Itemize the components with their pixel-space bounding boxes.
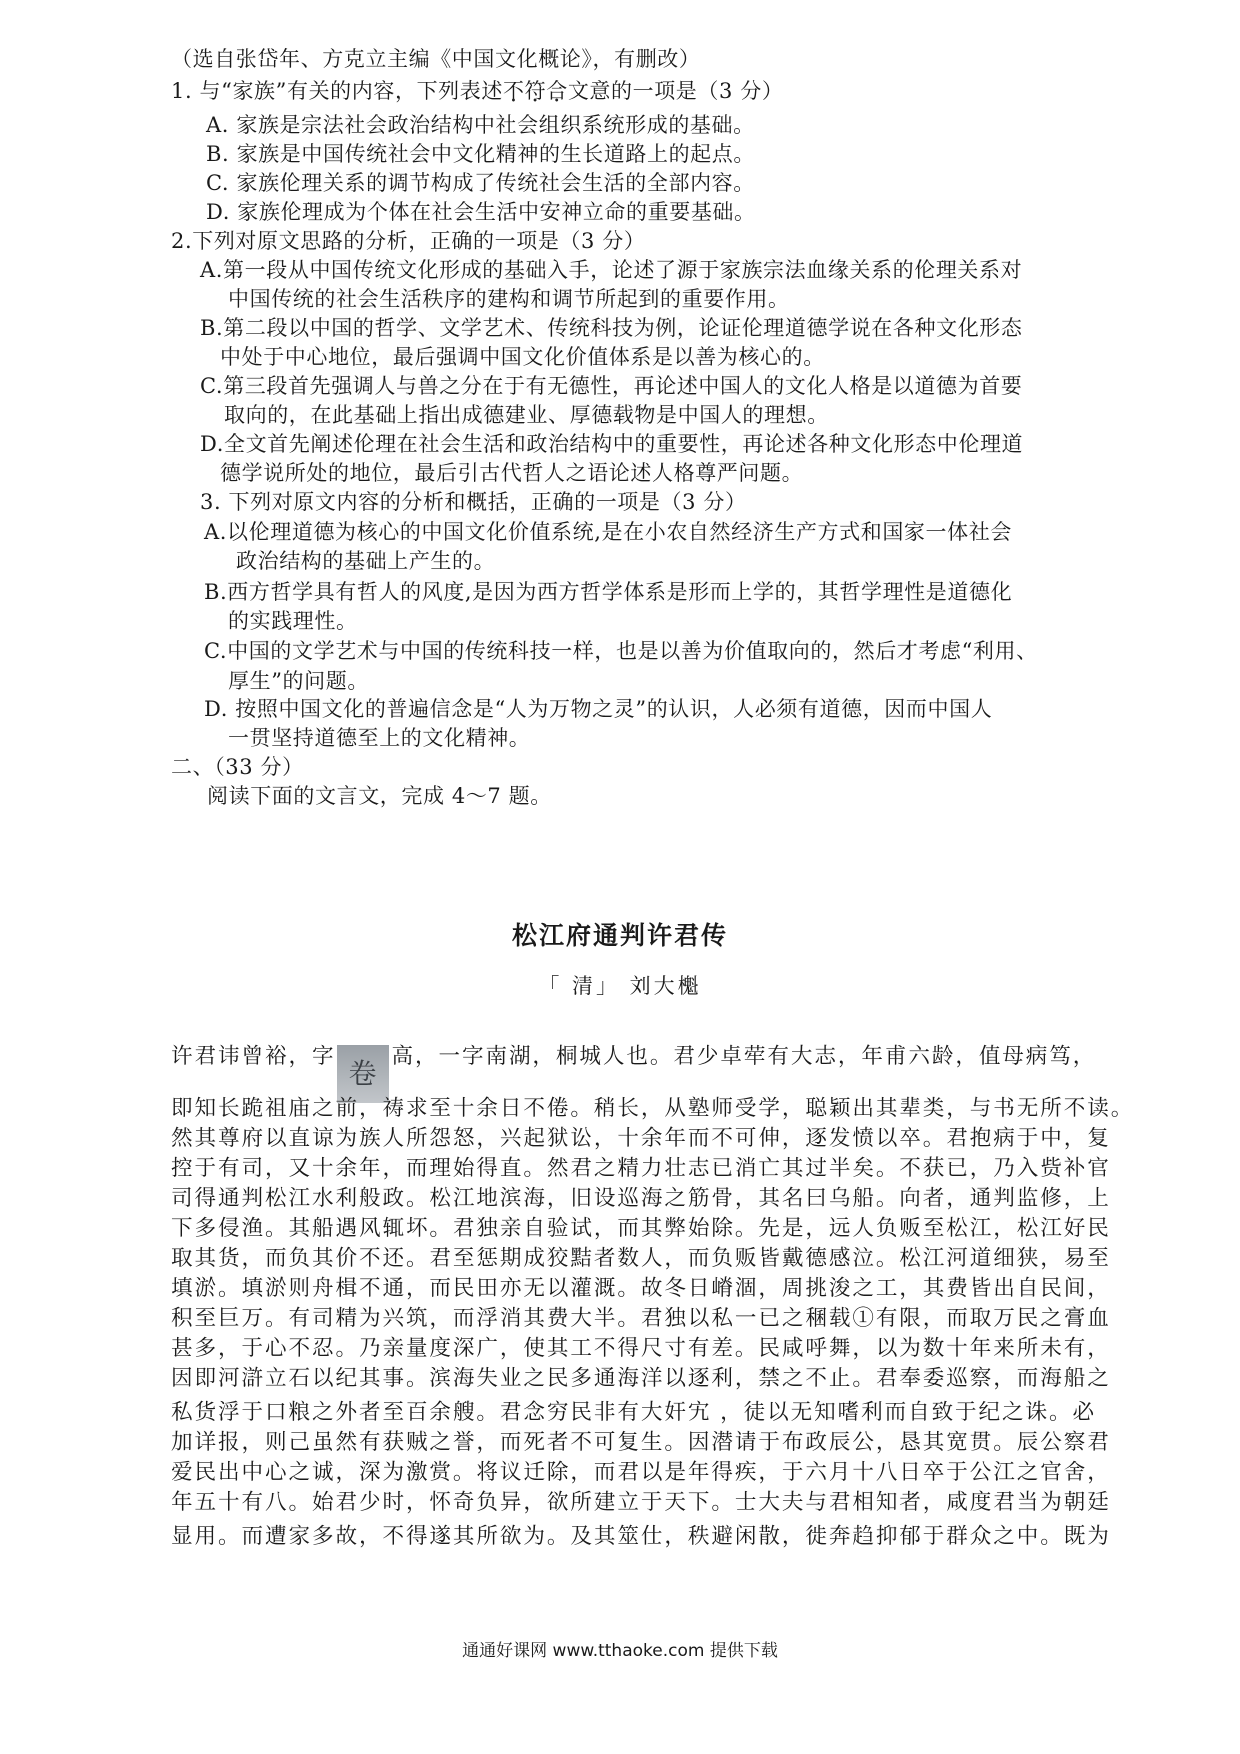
emphasis-dot-char: 不	[502, 79, 525, 103]
question-3-option-c: C.中国的文学艺术与中国的传统科技一样，也是以善为价值取向的，然后才考虑“利用、	[204, 639, 1038, 663]
question-1-stem	[171, 76, 783, 106]
section-2-heading: 二、（33 分）	[171, 755, 304, 779]
article-line: 积至巨万。有司精为兴筑，而浮消其费大半。君独以私一已之稛载①有限，而取万民之膏血	[171, 1306, 1111, 1331]
article-line: 爱民出中心之诚，深为激赏。将议迁除，而君以是年得疾，于六月十八日卒于公江之官舍，	[171, 1460, 1111, 1485]
article-line: 然其尊府以直谅为族人所怨怒，兴起狱讼，十余年而不可伸，逐发愤以卒。君抱病于中，复	[171, 1126, 1111, 1151]
article-first-line-pre: 许君讳曾裕，字	[171, 1044, 336, 1069]
question-3-option-b: B.西方哲学具有哲人的风度,是因为西方哲学体系是形而上学的，其哲学理性是道德化	[204, 580, 1013, 604]
question-2-option-a: A.第一段从中国传统文化形成的基础入手，论述了源于家族宗法血缘关系的伦理关系对	[200, 258, 1023, 282]
question-1-option-d: D. 家族伦理成为个体在社会生活中安神立命的重要基础。	[206, 200, 756, 224]
article-line: 加详报，则己虽然有获贼之誉，而死者不可复生。因潜请于布政辰公，恳其宽贯。辰公察君	[171, 1430, 1111, 1455]
article-line: 控于有司，又十余年，而理始得直。然君之精力壮志已消亡其过半矣。不获已，乃入赀补官	[171, 1156, 1111, 1181]
question-3-option-c-cont: 厚生”的问题。	[228, 669, 369, 693]
article-line: 因即河滸立石以纪其事。滨海失业之民多通海洋以逐利，禁之不止。君奉委巡察，而海船之	[171, 1366, 1111, 1391]
article-line: 显用。而遭家多故，不得遂其所欲为。及其筮仕，秩避闲散，徙奔趋抑郁于群众之中。既为	[171, 1524, 1111, 1549]
question-2-option-b-cont: 中处于中心地位，最后强调中国文化价值体系是以善为核心的。	[220, 345, 825, 369]
question-3-option-b-cont: 的实践理性。	[228, 609, 358, 633]
source-note: （选自张岱年、方克立主编《中国文化概论》，有删改）	[171, 47, 701, 71]
article-line: 取其货，而负其价不还。君至惩期成狡黠者数人，而负贩皆戴德感泣。松江河道细狭，易至	[171, 1246, 1111, 1271]
emphasis-dot-char: 符	[524, 79, 547, 103]
article-line: 甚多，于心不忍。乃亲量度深广，使其工不得尺寸有差。民咸呼舞，以为数十年来所未有，	[171, 1336, 1111, 1361]
question-2-option-a-cont: 中国传统的社会生活秩序的建构和调节所起到的重要作用。	[228, 287, 790, 311]
article-line: 即知长跪祖庙之前，祷求至十余日不倦。稍长，从塾师受学，聪颖出其辈类，与书无所不读。	[171, 1096, 1135, 1121]
question-2-option-b: B.第二段以中国的哲学、文学艺术、传统科技为例，论证伦理道德学说在各种文化形态	[200, 316, 1023, 340]
question-2-option-c: C.第三段首先强调人与兽之分在于有无德性，再论述中国人的文化人格是以道德为首要	[200, 374, 1023, 398]
question-3-option-a: A.以伦理道德为核心的中国文化价值系统,是在小农自然经济生产方式和国家一体社会	[204, 520, 1012, 544]
question-1-option-a: A. 家族是宗法社会政治结构中社会组织系统形成的基础。	[206, 113, 755, 137]
article-line: 下多侵渔。其船遇风辄坏。君独亲自验试，而其弊始除。先是，远人负贩至松江，松江好民	[171, 1216, 1111, 1241]
article-author: 「 清」 刘大櫆	[538, 974, 702, 998]
question-3-option-d: D. 按照中国文化的普遍信念是“人为万物之灵”的认识，人必须有道德，因而中国人	[204, 697, 993, 721]
question-1-option-c: C. 家族伦理关系的调节构成了传统社会生活的全部内容。	[206, 171, 755, 195]
question-1-stem-pre: 1. 与“家族”有关的内容，下列表述	[171, 79, 503, 103]
article-line: 私货浮于口粮之外者至百余艘。君念穷民非有大奸宄 ，徒以无知嗜利而自致于纪之诛。必	[171, 1400, 1097, 1425]
question-2-option-d-cont: 德学说所处的地位，最后引古代哲人之语论述人格尊严问题。	[220, 461, 804, 485]
article-line: 年五十有八。始君少时，怀奇负异，欲所建立于天下。士大夫与君相知者，咸度君当为朝廷	[171, 1490, 1111, 1515]
article-first-line-post: 高，一字南湖，桐城人也。君少卓荦有大志，年甫六龄，值母病笃，	[391, 1044, 1097, 1069]
question-3-option-d-cont: 一贯坚持道德至上的文化精神。	[228, 726, 531, 750]
question-1-option-b: B. 家族是中国传统社会中文化精神的生长道路上的起点。	[206, 142, 755, 166]
character-image: 卷	[337, 1045, 389, 1103]
question-3-stem: 3. 下列对原文内容的分析和概括，正确的一项是（3 分）	[200, 490, 747, 514]
question-3-option-a-cont: 政治结构的基础上产生的。	[236, 549, 496, 573]
emphasis-dot-char: 合	[546, 79, 568, 103]
article-title: 松江府通判许君传	[511, 921, 728, 950]
section-2-instruction: 阅读下面的文言文，完成 4～7 题。	[207, 784, 552, 808]
question-1-stem-post: 文意的一项是（3 分）	[567, 79, 784, 103]
question-2-stem: 2.下列对原文思路的分析，正确的一项是（3 分）	[171, 229, 646, 253]
page-footer: 通通好课网 www.tthaoke.com 提供下载	[462, 1641, 778, 1661]
article-line: 填淤。填淤则舟楫不通，而民田亦无以灌溉。故冬日嵴涸，周挑浚之工，其费皆出自民间，	[171, 1276, 1111, 1301]
question-2-option-d: D.全文首先阐述伦理在社会生活和政治结构中的重要性，再论述各种文化形态中伦理道	[200, 432, 1024, 456]
question-2-option-c-cont: 取向的，在此基础上指出成德建业、厚德载物是中国人的理想。	[224, 403, 829, 427]
article-line: 司得通判松江水利般政。松江地滨海，旧设巡海之筋骨，其名曰乌船。向者，通判监修，上	[171, 1186, 1111, 1211]
